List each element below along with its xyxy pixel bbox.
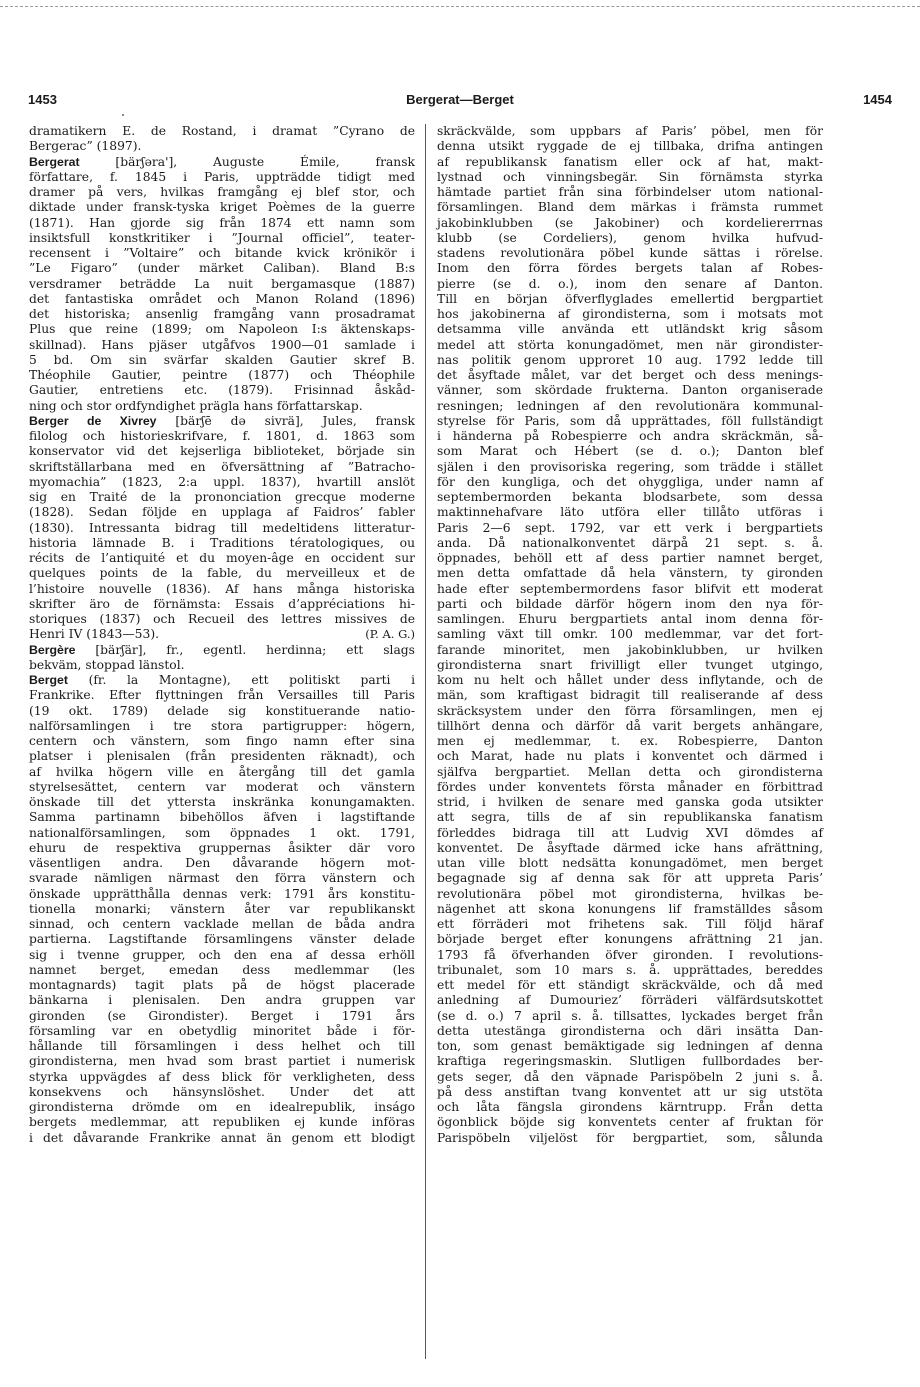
line-text: ning och stor ordfyndighet prägla hans författarskap.: [29, 398, 363, 413]
line-text: lystnad och vinningsbegär. Sin förnämsta styrka: [437, 169, 823, 184]
text-line: [29, 490, 415, 505]
line-text: nalförsamlingen i tre stora partigrupper: högern,: [29, 718, 415, 733]
line-text: Théophile Gautier, peintre (1877) och Théophile: [29, 368, 415, 382]
line-text: män, som kraftigast bidragit till realiserande af dess: [437, 688, 823, 703]
line-text: af hvilka högern ville en återgång till det gamla: [29, 764, 415, 779]
line-text: församling var en obetydlig minoritet både i för-: [29, 1023, 415, 1038]
line-text: själen i den provisoriska regering, som trädde i stället: [437, 459, 823, 474]
line-text: det fantastiska området och Manon Roland (1896): [29, 291, 415, 306]
text-line: [437, 429, 823, 444]
text-line: [29, 338, 415, 353]
text-line: [29, 322, 415, 337]
line-text: hämtade partiet från sina förbindelser utom national-: [437, 185, 823, 199]
line-text: parti och bildade därför högern inom den nya för-: [437, 596, 823, 611]
text-line: [29, 841, 415, 856]
text-line: [437, 307, 823, 322]
text-line: [29, 1100, 415, 1115]
text-line: [437, 902, 823, 917]
text-line: [437, 521, 823, 536]
text-line: [29, 368, 415, 383]
text-line: [437, 566, 823, 581]
text-line: [29, 856, 415, 871]
text-line: [437, 932, 823, 947]
text-line: [29, 887, 415, 902]
line-text: (1828). Sedan följde en upplaga af Faidros’ fabler: [29, 505, 415, 520]
line-text: som Marat och Hébert (se d. o.); Danton blef: [437, 444, 823, 459]
page-number-right: 1454: [863, 92, 892, 107]
text-line: [437, 948, 823, 963]
line-text: (1871). Han gjorde sig från 1874 ett namn som: [29, 215, 415, 230]
text-line: [437, 627, 823, 642]
line-text: strid, i hvilken de senare med ganska goda utsikter: [437, 795, 823, 809]
text-line: [437, 475, 823, 490]
text-line: [29, 749, 415, 764]
line-text: tionella monarki; vänstern åter var republikanskt: [29, 901, 415, 916]
text-line: [437, 993, 823, 1008]
text-line: [437, 261, 823, 276]
line-text: och låta fängsla girondens kärntrupp. Från detta: [437, 1100, 823, 1114]
text-line: [437, 719, 823, 734]
text-line: [29, 261, 415, 276]
line-text: nägenhet att skona konungens lif framställdes såsom: [437, 901, 823, 916]
text-line: [29, 597, 415, 612]
text-line: [29, 460, 415, 475]
line-text: vänner, som skördade frukterna. Danton organiserade: [437, 383, 823, 398]
line-text: [bärʃē də sivrä], Jules, fransk: [156, 413, 415, 428]
line-text: ett medel för ett ständigt skräckvälde, och då med: [437, 978, 823, 992]
line-text: bekväm, stoppad länstol.: [29, 657, 185, 672]
text-line: [437, 841, 823, 856]
text-line: [437, 887, 823, 902]
line-text: ett förräderi mot frihetens sak. Till följd häraf: [437, 917, 823, 931]
text-line: [29, 719, 415, 734]
column-divider: [425, 124, 426, 1359]
line-text: farande minoritet, men jakobinklubben, ur hvilken: [437, 642, 823, 657]
page-header: [28, 92, 892, 112]
text-line: [29, 444, 415, 459]
text-line: [437, 871, 823, 886]
text-line: [437, 124, 823, 139]
line-text: började berget efter konungens afrättning 21 jan.: [437, 932, 823, 947]
line-text: pierre (se d. o.), inom den senare af Danton.: [437, 276, 823, 291]
text-line: [29, 704, 415, 719]
line-text: samling växt till omkr. 100 medlemmar, var det fort-: [437, 627, 823, 642]
text-line: [437, 414, 823, 429]
text-line: [29, 1039, 415, 1054]
line-text: i det dåvarande Frankrike annat än genom ett blodigt: [29, 1130, 415, 1145]
text-line: [29, 1085, 415, 1100]
line-text: quelques points de la fable, du merveilleux et de: [29, 566, 415, 581]
line-text: styrka uppvägdes af dess blick för verkligheten, dess: [29, 1069, 415, 1084]
line-text: skriftställarbana med en öfversättning af ”Batracho-: [29, 459, 415, 474]
line-text: l’histoire nouvelle (1836). Af hans många historiska: [29, 581, 415, 596]
line-text: kraftiga regeringsmaskin. Slutligen fullbordades ber-: [437, 1054, 823, 1069]
line-text: väsentligen andra. Den dåvarande högern mot-: [29, 856, 415, 870]
text-line: [437, 231, 823, 246]
text-line: [437, 338, 823, 353]
line-text: Inom den förra fördes bergets talan af Robes-: [437, 261, 823, 276]
line-text: Paris 2—6 sept. 1792, var ett verk i bergpartiets: [437, 520, 823, 535]
line-text: önskade till det yttersta inskränka konungamakten.: [29, 795, 415, 809]
left-column: [29, 124, 415, 1146]
line-text: [bärʃär], fr., egentl. herdinna; ett slags: [75, 642, 415, 657]
text-line: [29, 734, 415, 749]
line-text: Plus que reine (1899; om Napoleon I:s äktenskaps-: [29, 322, 415, 337]
line-text: Till en början öfverflyglades emellertid bergpartiet: [437, 291, 823, 306]
line-text: resningen; ledningen af den revolutionära kommunal-: [437, 398, 823, 413]
text-line: [29, 978, 415, 993]
text-line: [29, 124, 415, 139]
line-text: skräcksystem under den förra församlingen, men ej: [437, 703, 823, 718]
text-line: [437, 643, 823, 658]
text-line: [29, 505, 415, 520]
line-text: 1793 få öfverhanden öfver gironden. I revolutions-: [437, 947, 823, 962]
line-text: på dess anstiftan tvang konventet att ur sig utstöta: [437, 1084, 823, 1099]
scan-top-edge-rule: [0, 6, 920, 7]
text-line: [437, 963, 823, 978]
text-line: [437, 1024, 823, 1039]
text-line: [29, 414, 415, 429]
line-text: skrifter äro de förnämsta: Essais d’appréciations hi-: [29, 596, 415, 611]
text-line: [29, 551, 415, 566]
line-text: utan ville blott nedsätta konungadömet, men berget: [437, 856, 823, 870]
text-line: [437, 1070, 823, 1085]
text-line: [29, 200, 415, 215]
text-line: [437, 322, 823, 337]
text-line: [437, 505, 823, 520]
line-text: sig en Traité de la prononciation grecque moderne: [29, 490, 415, 504]
line-text: revolutionära pöbel mot girondisterna, hvilkas be-: [437, 886, 823, 901]
text-line: [29, 795, 415, 810]
line-text: samlingen. Ehuru bergpartiets antal inom denna för-: [437, 612, 823, 626]
text-line: [437, 246, 823, 261]
text-line: [437, 795, 823, 810]
line-text: girondisterna drömde om en idealrepublik, inságo: [29, 1100, 415, 1114]
text-line: [29, 948, 415, 963]
text-line: [29, 216, 415, 231]
line-text: Frankrike. Efter flyttningen från Versailles till Paris: [29, 688, 415, 703]
line-text: dramatikern E. de Rostand, i dramat ”Cyrano de: [29, 124, 415, 138]
line-text: gironden (se Girondister). Berget i 1791 års: [29, 1008, 415, 1023]
line-text: namnet berget, emedan dess medlemmar (les: [29, 962, 415, 977]
line-text: (fr. la Montagne), ett politiskt parti i: [67, 673, 415, 687]
line-text: det historiska; ansenlig framgång vann prosadramat: [29, 307, 415, 321]
text-line: [29, 139, 415, 154]
line-text: kom nu helt och hållet under dess inflytande, och de: [437, 673, 823, 687]
text-line: [29, 155, 415, 170]
line-text: detta utestänga girondisterna och däri insätta Dan-: [437, 1023, 823, 1038]
line-text: önskade upprätthålla dennas verk: 1791 års konstitu-: [29, 886, 415, 901]
line-text: denna utsikt ryggade de ej tillbaka, drifna antingen: [437, 139, 823, 154]
line-text: Bergerac” (1897).: [29, 139, 142, 154]
line-text: (se d. o.) 7 april s. å. tillsattes, lyckades berget från: [437, 1008, 823, 1023]
line-text: diktade under fransk-tyska kriget Poèmes de la guerre: [29, 200, 415, 215]
line-text: nationalförsamlingen, som öppnades 1 okt. 1791,: [29, 825, 415, 840]
entry-headword: Berget: [29, 673, 68, 687]
line-text: i händerna på Robespierre och andra skräckmän, så-: [437, 429, 823, 443]
text-line: [437, 1054, 823, 1069]
text-line: [29, 383, 415, 398]
line-text: tribunalet, som 10 mars s. å. upprättades, bereddes: [437, 962, 823, 977]
line-text: och Marat, hade nu plats i konventet och därmed i: [437, 749, 823, 764]
text-line: [437, 383, 823, 398]
text-line: [437, 551, 823, 566]
text-line: [437, 399, 823, 414]
line-text: konsekvens och hänsynslöshet. Under det att: [29, 1084, 415, 1099]
text-line: [437, 658, 823, 673]
line-text: ”Le Figaro” (under märket Caliban). Bland B:s: [29, 261, 415, 276]
line-text: för den kungliga, och det ohyggliga, under namn af: [437, 474, 823, 489]
line-text: sinnad, och centern vacklade mellan de båda andra: [29, 917, 415, 931]
line-text: récits de l’antiquité et du moyen-âge en occident sur: [29, 551, 415, 565]
line-text: Samma partinamn bibehöllos äfven i lagstiftande: [29, 810, 415, 825]
text-line: [29, 292, 415, 307]
line-text: gets seger, då den väpnade Parispöbeln 2 juni s. å.: [437, 1069, 823, 1084]
entry-headword: Bergère: [29, 642, 76, 657]
text-line: [437, 200, 823, 215]
line-text: att segra, tills de af sin republikanska fanatism: [437, 810, 823, 825]
text-line: [437, 1085, 823, 1100]
line-text: partierna. Lagstiftande församlingens vänster delade: [29, 932, 415, 947]
line-text: bänkarna i plenisalen. Den andra gruppen var: [29, 993, 415, 1008]
line-text: septembermorden bekanta blodsarbete, som dessa: [437, 490, 823, 504]
author-signature: (P. A. G.): [365, 627, 415, 642]
line-text: hos jakobinerna af girondisterna, som i motsats mot: [437, 307, 823, 321]
text-line: [437, 597, 823, 612]
text-line: [29, 1070, 415, 1085]
text-line: [29, 673, 415, 688]
line-text: stadens revolutionära pöbel kunde sättas i rörelse.: [437, 246, 823, 260]
text-line: [29, 963, 415, 978]
line-text: nas politik genom upproret 10 aug. 1792 ledde till: [437, 352, 823, 367]
text-line: [437, 765, 823, 780]
line-text: filolog och historieskrifvare, f. 1801, d. 1863 som: [29, 429, 415, 443]
text-line: [29, 277, 415, 292]
text-line: [29, 688, 415, 703]
text-line: [29, 170, 415, 185]
text-line: [437, 444, 823, 459]
text-line: [437, 810, 823, 825]
line-text: klubb (se Cordeliers), genom hvilka hufvud-: [437, 230, 823, 245]
line-text: girondisterna, men hvad som brast partiet i numerisk: [29, 1054, 415, 1069]
line-text: dramer på vers, hvilkas framgång ej blef stor, och: [29, 185, 415, 199]
text-line: [437, 1115, 823, 1130]
text-line: [29, 810, 415, 825]
text-line: [437, 460, 823, 475]
text-line: [437, 826, 823, 841]
text-line: [29, 826, 415, 841]
line-text: svarade nämligen närmast den förra vänstern och: [29, 871, 415, 886]
line-text: hållande till församlingen i dess helhet och till: [29, 1039, 415, 1053]
line-text: maktinnehafvare läto utföra eller tillåto utföras i: [437, 505, 823, 520]
text-line: [437, 536, 823, 551]
text-line: [437, 277, 823, 292]
text-line: [29, 353, 415, 368]
text-line: [29, 627, 415, 642]
line-text: fördes under konventets första månader en förbittrad: [437, 779, 823, 794]
text-line: [29, 399, 415, 414]
text-line: [29, 231, 415, 246]
text-line: [29, 246, 415, 261]
line-text: jakobinklubben (se Jakobiner) och kordeliererrnas: [437, 215, 823, 230]
line-text: tillhört denna och därför då varit bergets anhängare,: [437, 718, 823, 733]
text-line: [29, 1115, 415, 1130]
text-line: [437, 704, 823, 719]
text-line: [437, 1131, 823, 1146]
text-line: [29, 993, 415, 1008]
text-line: [437, 353, 823, 368]
text-line: [437, 780, 823, 795]
text-line: [437, 170, 823, 185]
line-text: skräckvälde, som uppbars af Paris’ pöbel, men för: [437, 124, 823, 138]
text-line: [29, 1024, 415, 1039]
text-line: [29, 917, 415, 932]
line-text: ehuru de respektiva gruppernas åsikter där voro: [29, 840, 415, 855]
text-line: [437, 1100, 823, 1115]
line-text: men detta omfattade då hela vänstern, ty gironden: [437, 566, 823, 581]
line-text: anda. Då nationalkonventet därpå 21 sept. s. å.: [437, 535, 823, 550]
text-line: [437, 292, 823, 307]
line-text: insiktsfull konstkritiker i ”Journal officiel”, teater-: [29, 230, 415, 245]
line-text: medel att störta konungadömet, men när girondister-: [437, 337, 823, 352]
line-text: platser i plenisalen (från presidenten räknadt), och: [29, 749, 415, 764]
text-line: [437, 612, 823, 627]
text-line: [29, 1054, 415, 1069]
text-line: [29, 566, 415, 581]
text-line: [29, 780, 415, 795]
line-text: bergets medlemmar, att republiken ej kunde införas: [29, 1115, 415, 1130]
text-line: [29, 1131, 415, 1146]
line-text: ton, som genast bemäktigade sig ledningen af denna: [437, 1039, 823, 1053]
page-number-left: 1453: [28, 92, 57, 107]
text-line: [29, 658, 415, 673]
line-text: hade efter septembermordens fasor blifvit ett moderat: [437, 581, 823, 596]
text-line: [437, 734, 823, 749]
line-text: ögonblick böjde sig konventets center af fruktan för: [437, 1115, 823, 1130]
text-line: [437, 917, 823, 932]
line-text: af republikansk fanatism eller ock af hat, makt-: [437, 154, 823, 169]
text-line: [29, 307, 415, 322]
line-text: styrelsesättet, centern var moderat och vänstern: [29, 779, 415, 794]
text-line: [29, 871, 415, 886]
text-line: [437, 582, 823, 597]
line-text: myomachia” (1823, 2:a uppl. 1837), hvartill anslöt: [29, 474, 415, 489]
text-line: [437, 368, 823, 383]
line-text: (1830). Intressanta bidrag till medeltidens litteratur-: [29, 520, 415, 535]
line-text: själfva bergpartiet. Mellan detta och girondisterna: [437, 764, 823, 779]
text-line: [437, 139, 823, 154]
text-line: [29, 429, 415, 444]
line-text: förleddes bidraga till att Ludvig XVI dömdes af: [437, 825, 823, 840]
text-line: [29, 1009, 415, 1024]
line-text: girondisterna snart frivilligt eller tvunget utgingo,: [437, 657, 823, 672]
line-text: recensent i ”Voltaire” och bitande kvick krönikör i: [29, 246, 415, 260]
running-head: Bergerat—Berget: [406, 92, 514, 107]
line-text: skillnad). Hans pjäser utgåfvos 1900—01 samlade i: [29, 337, 415, 352]
line-text: styrelse för Paris, som då upprättades, föll fullständigt: [437, 413, 823, 428]
line-text: öppnades, behöll ett af dess partier namnet berget,: [437, 551, 823, 565]
line-text: versdramer beträdde La nuit bergamasque (1887): [29, 276, 415, 291]
entry-headword: Bergerat: [29, 154, 80, 169]
text-line: [437, 155, 823, 170]
text-line: [437, 1009, 823, 1024]
line-text: konservator vid det kejserliga biblioteket, började sin: [29, 444, 415, 459]
text-line: [29, 765, 415, 780]
line-text: anledning af Dumouriez’ förräderi välfärdsutskottet: [437, 993, 823, 1008]
line-text: författare, f. 1845 i Paris, uppträdde tidigt med: [29, 169, 415, 184]
text-line: [29, 536, 415, 551]
line-text: sig i tvenne grupper, och den ena af dessa erhöll: [29, 947, 415, 962]
line-text: montagnards) tagit plats på de högst placerade: [29, 978, 415, 992]
line-text: storiques (1837) och Recueil des lettres missives de: [29, 612, 415, 626]
line-text: Henri IV (1843—53).: [29, 627, 160, 642]
line-text: (19 okt. 1789) delade sig konstituerande natio-: [29, 703, 415, 718]
text-line: [437, 978, 823, 993]
line-text: [bärʃəra'], Auguste Émile, fransk: [79, 154, 415, 169]
line-text: 5 bd. Om sin svärfar skalden Gautier skref B.: [29, 352, 415, 367]
text-line: [29, 643, 415, 658]
line-text: Parispöbeln viljelöst för bergpartiet, som, sålunda: [437, 1130, 823, 1145]
text-line: [29, 185, 415, 200]
text-line: [437, 856, 823, 871]
text-line: [29, 582, 415, 597]
text-line: [437, 673, 823, 688]
scan-speck: [122, 114, 124, 116]
text-line: [29, 521, 415, 536]
text-line: [437, 185, 823, 200]
right-column: [437, 124, 823, 1146]
line-text: begagnade sig af denna sak för att uppreta Paris’: [437, 871, 823, 886]
text-line: [29, 475, 415, 490]
line-text: konventet. De åsyftade därmed icke hans afrättning,: [437, 840, 823, 855]
text-line: [437, 490, 823, 505]
line-text: historia lämnade B. i Traditions tératologiques, ou: [29, 535, 415, 550]
line-text: Gautier, entretiens etc. (1879). Frisinnad åskåd-: [29, 383, 415, 398]
text-line: [437, 749, 823, 764]
text-line: [437, 216, 823, 231]
text-line: [29, 902, 415, 917]
line-text: centern och vänstern, som fingo namn efter sina: [29, 734, 415, 748]
entry-headword: Berger de Xivrey: [29, 413, 157, 428]
line-text: församlingen. Bland dem märkas i främsta rummet: [437, 200, 823, 215]
line-text: men ej medlemmar, t. ex. Robespierre, Danton: [437, 734, 823, 748]
line-text: det åsyftade målet, var det berget och dess menings-: [437, 368, 823, 382]
text-line: [437, 1039, 823, 1054]
text-line: [29, 932, 415, 947]
text-line: [437, 688, 823, 703]
text-line: [29, 612, 415, 627]
line-text: detsamma ville använda ett utländskt krig såsom: [437, 322, 823, 337]
